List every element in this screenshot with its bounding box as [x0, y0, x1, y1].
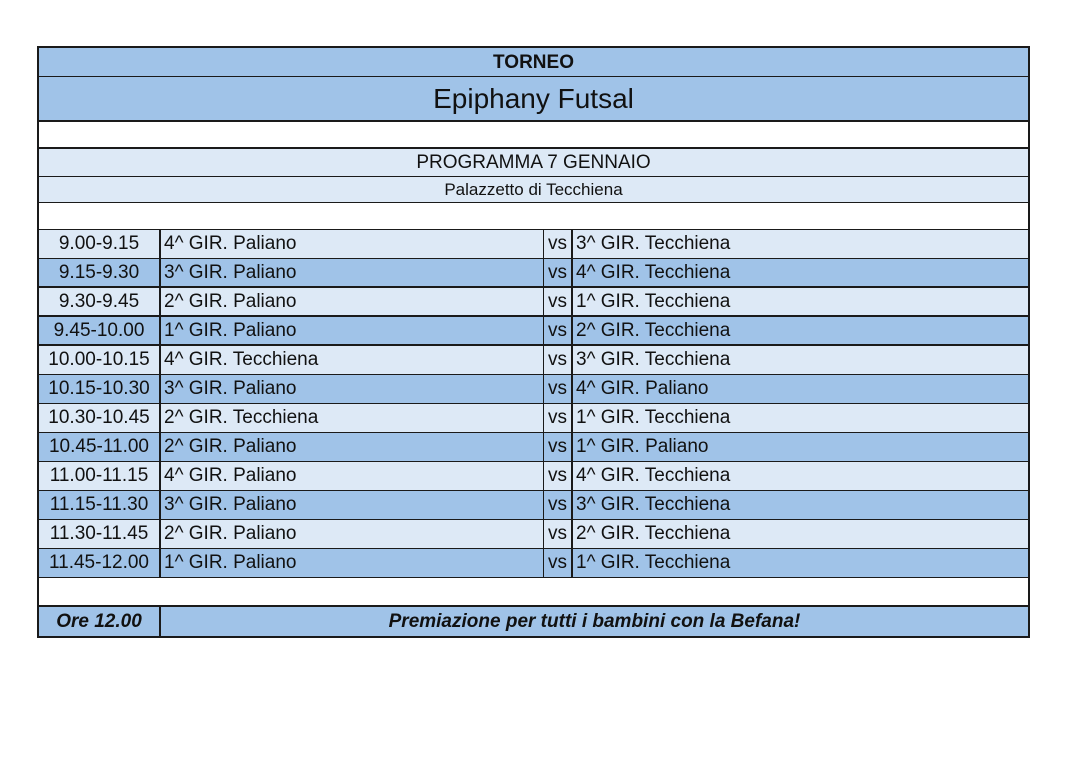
home-team: 3^ GIR. Paliano — [161, 491, 544, 519]
match-row — [39, 549, 1028, 578]
match-row — [39, 462, 1028, 491]
away-team: 2^ GIR. Tecchiena — [576, 320, 731, 341]
away-team: 1^ GIR. Tecchiena — [576, 552, 731, 573]
vs-label: vs — [544, 462, 573, 490]
match-time: 11.45-12.00 — [39, 549, 161, 577]
away-team: 4^ GIR. Paliano — [576, 378, 709, 399]
away-team: 1^ GIR. Paliano — [576, 436, 709, 457]
match-row — [39, 317, 1028, 346]
award-row — [39, 607, 1028, 636]
home-team: 2^ GIR. Tecchiena — [161, 404, 544, 432]
away-team: 1^ GIR. Tecchiena — [576, 407, 731, 428]
schedule-sheet — [37, 46, 1030, 638]
home-team: 1^ GIR. Paliano — [161, 317, 544, 344]
match-row — [39, 520, 1028, 549]
away-team: 4^ GIR. Tecchiena — [576, 262, 731, 283]
vs-label: vs — [544, 288, 573, 315]
match-time: 11.15-11.30 — [39, 491, 161, 519]
match-row — [39, 288, 1028, 317]
venue-row — [39, 177, 1028, 203]
vs-label: vs — [544, 230, 573, 258]
match-row — [39, 491, 1028, 520]
home-team: 1^ GIR. Paliano — [161, 549, 544, 577]
blank-row — [39, 203, 1028, 230]
program-row — [39, 149, 1028, 177]
match-time: 9.30-9.45 — [39, 288, 161, 315]
match-row — [39, 433, 1028, 462]
match-time: 11.30-11.45 — [39, 520, 161, 548]
home-team: 4^ GIR. Tecchiena — [161, 346, 544, 374]
blank-row — [39, 122, 1028, 149]
torneo-label: TORNEO — [493, 52, 574, 73]
vs-label: vs — [544, 520, 573, 548]
match-time: 10.00-10.15 — [39, 346, 161, 374]
vs-label: vs — [544, 491, 573, 519]
blank-row — [39, 578, 1028, 607]
away-team: 1^ GIR. Tecchiena — [576, 291, 731, 312]
match-time: 10.45-11.00 — [39, 433, 161, 461]
away-team: 4^ GIR. Tecchiena — [576, 465, 731, 486]
vs-label: vs — [544, 317, 573, 344]
match-row — [39, 346, 1028, 375]
home-team: 4^ GIR. Paliano — [161, 230, 544, 258]
away-team: 3^ GIR. Tecchiena — [576, 233, 731, 254]
match-row — [39, 375, 1028, 404]
torneo-row — [39, 48, 1028, 77]
vs-label: vs — [544, 549, 573, 577]
program-title: PROGRAMMA 7 GENNAIO — [416, 152, 651, 173]
vs-label: vs — [544, 404, 573, 432]
match-time: 10.15-10.30 — [39, 375, 161, 403]
vs-label: vs — [544, 433, 573, 461]
match-list — [39, 230, 1028, 578]
award-text: Premiazione per tutti i bambini con la Befana! — [388, 611, 801, 632]
home-team: 2^ GIR. Paliano — [161, 520, 544, 548]
match-row — [39, 259, 1028, 288]
away-team: 2^ GIR. Tecchiena — [576, 523, 731, 544]
home-team: 3^ GIR. Paliano — [161, 375, 544, 403]
venue-name: Palazzetto di Tecchiena — [444, 180, 623, 199]
home-team: 2^ GIR. Paliano — [161, 433, 544, 461]
home-team: 4^ GIR. Paliano — [161, 462, 544, 490]
award-time: Ore 12.00 — [39, 607, 161, 636]
vs-label: vs — [544, 259, 573, 286]
vs-label: vs — [544, 346, 573, 374]
home-team: 3^ GIR. Paliano — [161, 259, 544, 286]
home-team: 2^ GIR. Paliano — [161, 288, 544, 315]
match-time: 9.00-9.15 — [39, 230, 161, 258]
match-time: 11.00-11.15 — [39, 462, 161, 490]
vs-label: vs — [544, 375, 573, 403]
event-title: Epiphany Futsal — [433, 83, 634, 114]
event-title-row — [39, 77, 1028, 122]
away-team: 3^ GIR. Tecchiena — [576, 349, 731, 370]
match-time: 9.15-9.30 — [39, 259, 161, 286]
match-time: 9.45-10.00 — [39, 317, 161, 344]
match-row — [39, 404, 1028, 433]
match-row — [39, 230, 1028, 259]
match-time: 10.30-10.45 — [39, 404, 161, 432]
away-team: 3^ GIR. Tecchiena — [576, 494, 731, 515]
